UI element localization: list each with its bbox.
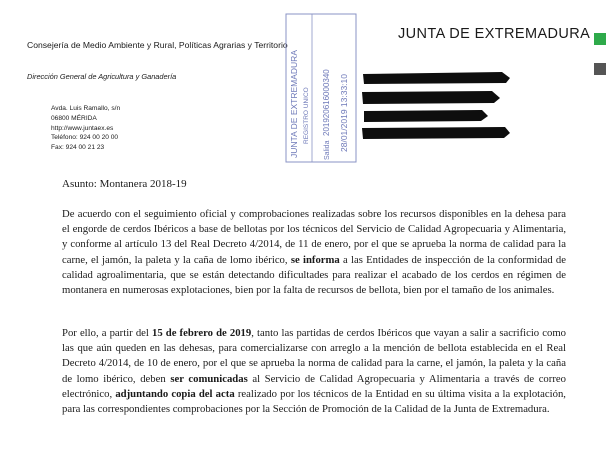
stamp-title: JUNTA DE EXTREMADURA [289, 50, 299, 158]
address-phone: Teléfono: 924 00 20 00 [51, 134, 119, 142]
address-street: Avda. Luis Ramallo, s/n [51, 105, 121, 112]
p2-text-c: , tanto las partidas de cerdos Ibéricos que vayan a salir a sacrificio como las que aún queden en las dehesas, para comercializarse con arreglo a la mención de bellota establecida en el Real Decreto 4/2014, de 10 de enero, por el que se aprueba la norma de calidad para la carne, el jamón, la paleta y la caña de lomo ibérico, deben [62, 327, 566, 385]
junta-logo-text: JUNTA DE EXTREMADURA [398, 26, 591, 42]
address-website: http://www.juntaex.es [51, 124, 114, 132]
p2-bold-ser-comunicadas: ser comunicadas [170, 372, 248, 385]
stamp-number: 201920616000340 [322, 69, 331, 136]
p1-text-c: a las Entidades de inspección de la conformidad de calidad agroalimentaria, que se están detectando dificultades para realizar el acabado de los cerdos en régimen de montanera en numerosas explotaciones, bien por la falta de recursos de bellota, bien por el tamaño de los animales. [62, 253, 566, 297]
paragraph-2 [62, 326, 566, 417]
p2-text-a: Por ello, a partir del [62, 327, 152, 339]
stamp-salida-label: Salida [324, 140, 331, 160]
p1-text-a: De acuerdo con el seguimiento oficial y comprobaciones realizadas sobre los recursos disponibles en la dehesa para el engorde de cerdos Ibéricos a base de bellotas por los técnicos del Servicio de Calidad Agropecuaria y Alimentaria, y conforme al artículo 13 del Real Decreto 4/2014, de 11 de enero, por el que se aprueba la norma de calidad para la carne, el jamón, la paleta y la caña de lomo ibérico, [62, 208, 566, 266]
address-city: 06800 MÉRIDA [51, 114, 97, 122]
direccion-general: Dirección General de Agricultura y Ganadería [27, 72, 177, 81]
consejeria-heading: Consejería de Medio Ambiente y Rural, Políticas Agrarias y Territorio [27, 40, 288, 50]
subject-line: Asunto: Montanera 2018-19 [62, 178, 187, 190]
paragraph-1 [62, 207, 566, 298]
logo-green-square [594, 33, 606, 45]
registry-stamp [285, 12, 357, 164]
stamp-datetime: 28/01/2019 13:33:10 [339, 74, 349, 152]
address-fax: Fax: 924 00 21 23 [51, 144, 105, 152]
address-block [51, 104, 120, 153]
logo-gray-square [594, 63, 606, 75]
stamp-registro: REGISTRO UNICO [303, 87, 310, 144]
p2-text-g: realizado por los técnicos de la Entidad en su última visita a la explotación, para las correspondientes comprobaciones por la Sección de Promoción de la Calidad de la Junta de Extremadura. [62, 387, 566, 416]
p2-bold-date: 15 de febrero de 2019 [151, 327, 252, 339]
p1-bold-se-informa: se informa [290, 253, 340, 266]
p2-bold-adjuntando: adjuntando copia del acta [115, 387, 235, 400]
redacted-recipient [360, 66, 520, 142]
p2-text-e: al Servicio de Calidad Agropecuaria y Alimentaria a través de correo electrónico, [62, 372, 566, 400]
